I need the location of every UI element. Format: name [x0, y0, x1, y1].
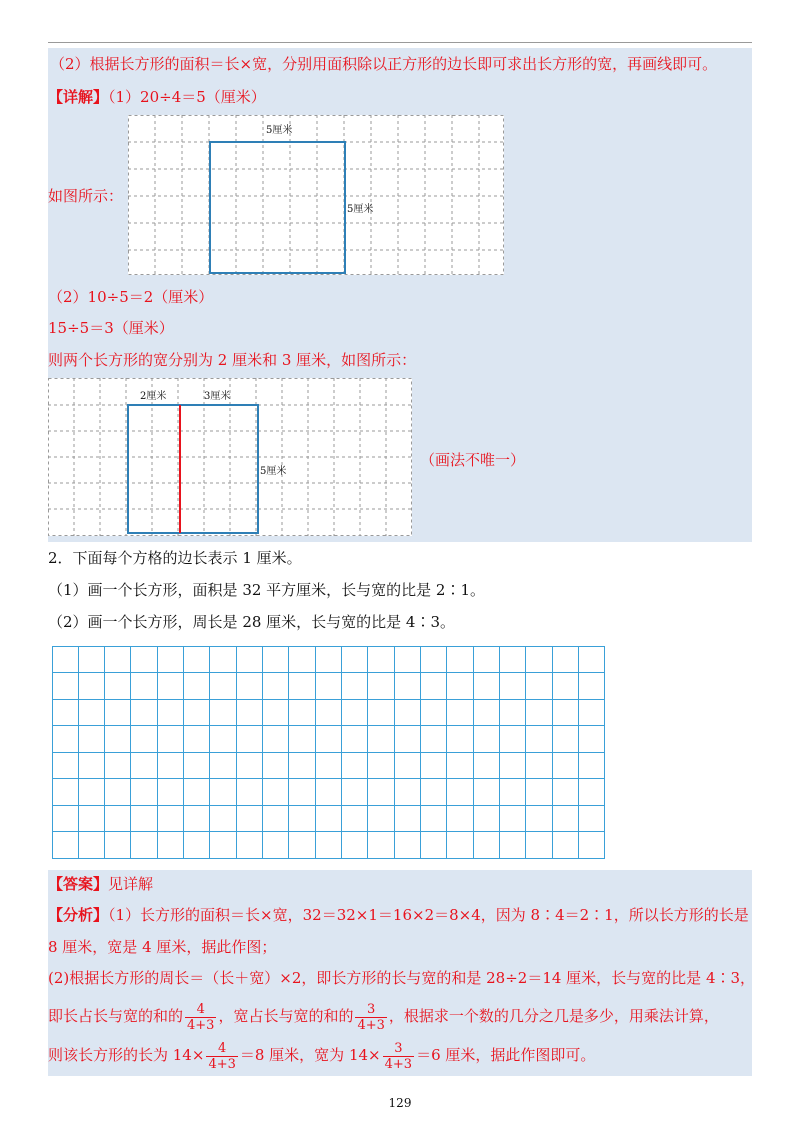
analysis-1a: （1）长方形的面积＝长×宽，32＝32×1＝16×2＝8×4，因为 8∶4＝2∶1，所以长方形的长是: [108, 906, 749, 924]
figure1-top-label: 5厘米: [266, 125, 293, 136]
figure1-grid: [128, 115, 504, 275]
figure2-label-3cm: 3厘米: [204, 391, 231, 402]
detail-line: [48, 87, 266, 107]
page-number: 129: [388, 1096, 412, 1110]
line4-pre: 则该长方形的长为 14×: [48, 1046, 205, 1064]
line3-mid: ，宽占长与宽的和的: [218, 1007, 354, 1025]
fraction-denominator: 4+3: [357, 1017, 385, 1033]
detail-tag: 【详解】: [48, 88, 109, 106]
line3-pre: 即长占长与宽的和的: [48, 1007, 184, 1025]
fraction-4-over-7: [206, 1041, 237, 1072]
as-shown-label: 如图所示：: [48, 187, 124, 205]
line4-mid: ＝8 厘米，宽为 14×: [239, 1046, 381, 1064]
analysis-line-3: [48, 999, 719, 1033]
fraction-denominator: 4+3: [384, 1056, 413, 1072]
fraction-3-over-7: [383, 1041, 414, 1072]
analysis-part2: （2）根据长方形的面积＝长×宽，分别用面积除以正方形的边长即可求出长方形的宽，再画线即可。: [50, 55, 718, 73]
fraction-4-over-7: [185, 1002, 216, 1033]
figure2-side-label: 5厘米: [260, 466, 287, 477]
calc-2b: 15÷5＝3（厘米）: [48, 319, 174, 337]
answer-grid: [52, 646, 605, 859]
drawing-note: （画法不唯一）: [420, 451, 526, 469]
analysis-1b: 8 厘米，宽是 4 厘米，据此作图；: [48, 938, 277, 956]
fraction-denominator: 4+3: [208, 1056, 236, 1072]
figure2-label-2cm: 2厘米: [140, 391, 167, 402]
fraction-numerator: 4: [206, 1041, 237, 1057]
question2-part1: （1）画一个长方形，面积是 32 平方厘米，长与宽的比是 2∶1。: [48, 581, 486, 599]
line4-post: ＝6 厘米，据此作图即可。: [416, 1046, 596, 1064]
fraction-numerator: 4: [185, 1002, 216, 1018]
conclusion-text: 则两个长方形的宽分别为 2 厘米和 3 厘米，如图所示：: [48, 351, 417, 369]
fraction-3-over-7: [355, 1002, 386, 1033]
fraction-denominator: 4+3: [187, 1017, 215, 1033]
fraction-numerator: 3: [355, 1002, 386, 1018]
answer-tag: 【答案】: [48, 875, 109, 893]
analysis-line-4: [48, 1038, 595, 1072]
detail-part1: （1）20÷4＝5（厘米）: [108, 88, 266, 106]
line3-post: ，根据求一个数的几分之几是多少，用乘法计算，: [388, 1007, 719, 1025]
analysis-line-1: [48, 905, 749, 925]
answer-text: 见详解: [108, 875, 154, 893]
answer-line: [48, 874, 153, 894]
analysis-2a: (2)根据长方形的周长＝（长＋宽）×2，即长方形的长与宽的和是 28÷2＝14 厘米，长与宽的比是 4∶3，: [48, 969, 756, 987]
top-rule: [48, 42, 752, 43]
calc-2a: （2）10÷5＝2（厘米）: [48, 288, 214, 306]
figure1-side-label: 5厘米: [347, 204, 374, 215]
question2-part2: （2）画一个长方形，周长是 28 厘米，长与宽的比是 4∶3。: [48, 613, 456, 631]
question2-title: 2．下面每个方格的边长表示 1 厘米。: [48, 549, 302, 567]
analysis-tag: 【分析】: [48, 906, 109, 924]
fraction-numerator: 3: [383, 1041, 414, 1057]
